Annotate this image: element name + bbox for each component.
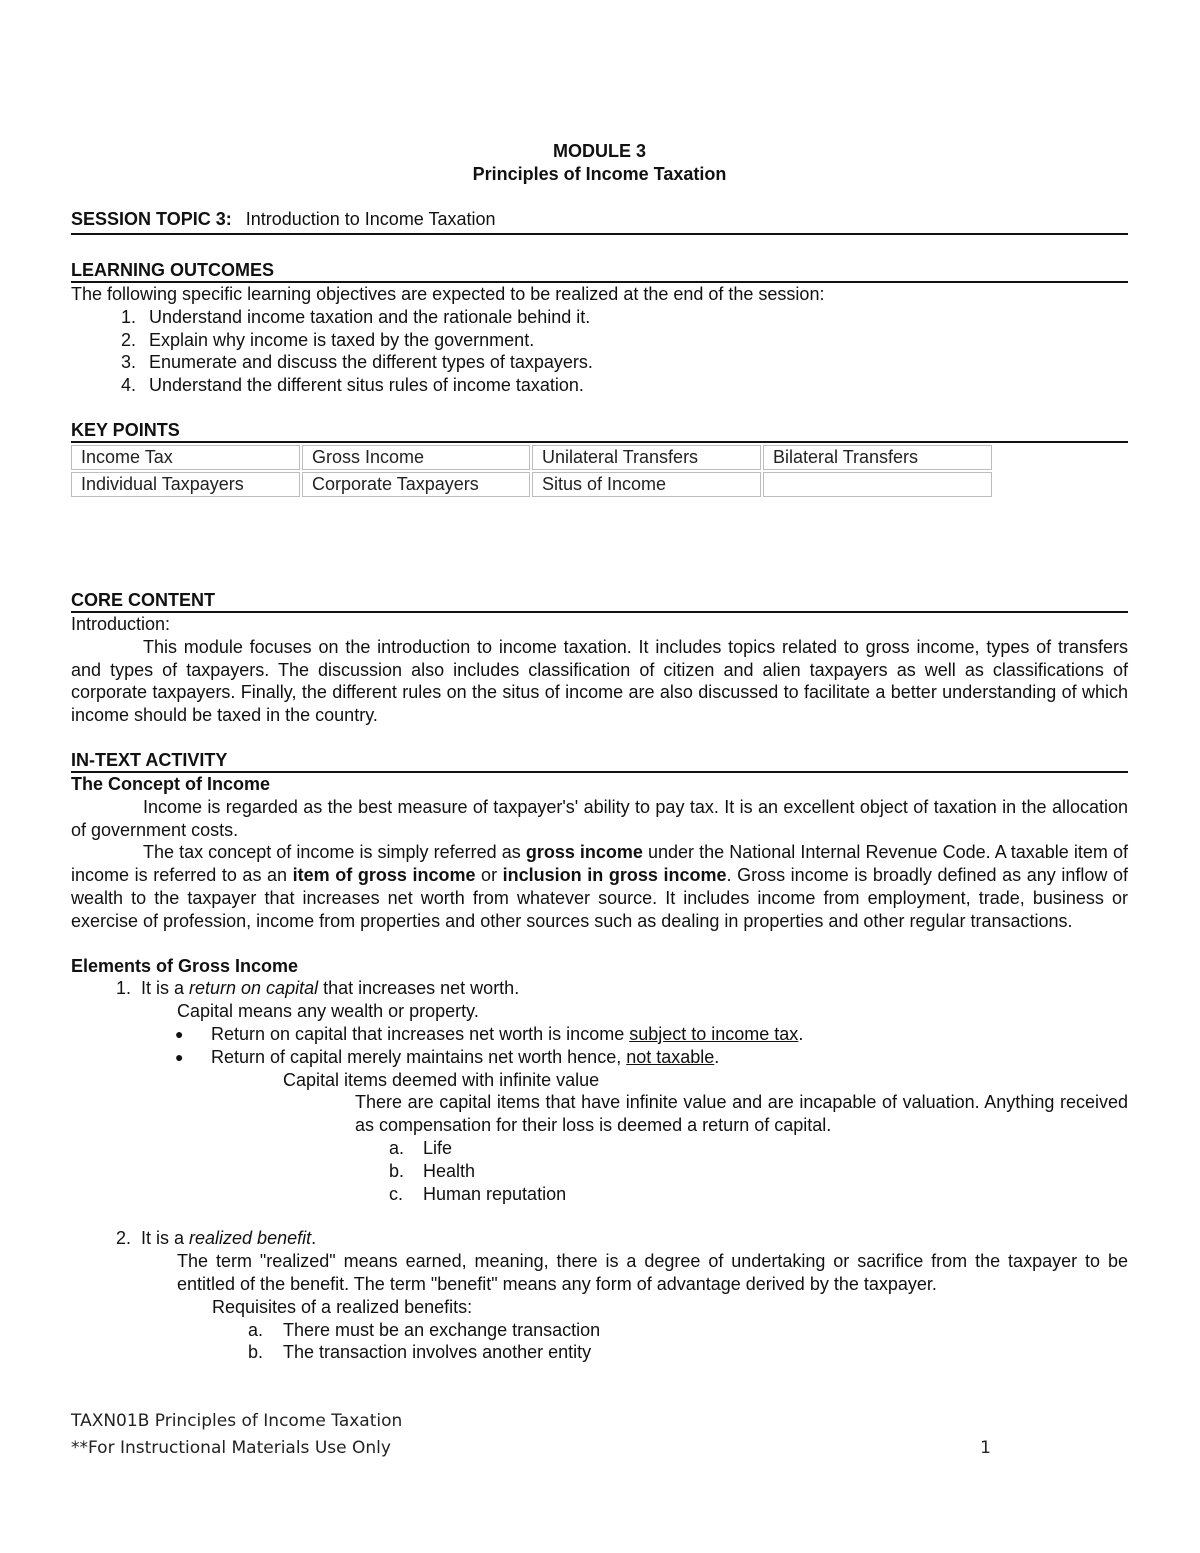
module-number: MODULE 3 xyxy=(552,141,646,161)
footer-course: TAXN01B Principles of Income Taxation xyxy=(71,1411,403,1431)
list-item: b. The transaction involves another entity xyxy=(248,1342,592,1363)
concept-paragraph-1: Income is regarded as the best measure of taxpayer's' ability to pay tax. It is an excellent object of taxation in the allocation of government costs. xyxy=(71,796,1128,840)
list-item: a. Life xyxy=(389,1137,453,1158)
list-item: 3. Enumerate and discuss the different types of taxpayers. xyxy=(141,351,1128,374)
bullet-item: ● Return of capital merely maintains net worth hence, not taxable. xyxy=(175,1046,720,1067)
bullet-item: ● Return on capital that increases net worth is income subject to income tax. xyxy=(175,1023,804,1044)
learning-outcomes-list xyxy=(71,306,1128,397)
list-item: 1. Understand income taxation and the rationale behind it. xyxy=(141,306,1128,329)
learning-outcomes-heading: LEARNING OUTCOMES xyxy=(71,259,1128,283)
list-item: 4. Understand the different situs rules of income taxation. xyxy=(141,374,1128,397)
learning-outcomes-intro: The following specific learning objectives are expected to be realized at the end of the session: xyxy=(71,284,825,304)
realized-benefit-text: The term "realized" means earned, meaning, there is a degree of undertaking or sacrifice from the taxpayer to be entitled of the benefit. The term "benefit" means any form of advantage derived by the taxpayer. xyxy=(177,1251,1128,1294)
table-cell: Gross Income xyxy=(302,445,530,470)
in-text-activity-heading: IN-TEXT ACTIVITY xyxy=(71,749,1128,773)
table-cell xyxy=(763,472,992,497)
list-item: a. There must be an exchange transaction xyxy=(248,1319,601,1340)
list-item: c. Human reputation xyxy=(389,1183,567,1204)
concept-of-income-title: The Concept of Income xyxy=(71,773,271,794)
capital-means: Capital means any wealth or property. xyxy=(177,1001,479,1022)
page-footer xyxy=(71,1408,991,1462)
element-1: 1. It is a return on capital that increases net worth. xyxy=(115,978,520,999)
key-points-heading: KEY POINTS xyxy=(71,419,1128,443)
table-cell: Situs of Income xyxy=(532,472,761,497)
concept-paragraph-2: The tax concept of income is simply referred as gross income under the National Internal Revenue Code. A taxable item of income is referred to as an item of gross income or inclusion in gross income. Gross income is broadly defined as any inflow of wealth to the taxpayer that increases net worth from whatever source. It includes income from employment, trade, business or exercise of profession, income from properties and other sources such as dealing in properties and other regular transactions. xyxy=(71,842,1128,931)
session-topic xyxy=(71,208,1128,235)
table-row xyxy=(71,472,992,497)
elements-title: Elements of Gross Income xyxy=(71,955,299,976)
session-topic-label: SESSION TOPIC 3: xyxy=(71,209,232,229)
list-item: 2. Explain why income is taxed by the government. xyxy=(141,329,1128,352)
footer-note: **For Instructional Materials Use Only xyxy=(71,1438,391,1458)
document-page xyxy=(71,140,1128,1364)
list-item: b. Health xyxy=(389,1160,476,1181)
module-title: Principles of Income Taxation xyxy=(472,164,727,184)
bullet-icon: ● xyxy=(175,1025,184,1042)
infinite-value-text: There are capital items that have infinite value and are incapable of valuation. Anything received as compensation for their loss is deemed a return of capital. xyxy=(355,1092,1128,1136)
infinite-value-title: Capital items deemed with infinite value xyxy=(283,1069,600,1090)
requisites-title: Requisites of a realized benefits: xyxy=(212,1296,473,1317)
key-points-table xyxy=(69,443,994,499)
session-topic-value: Introduction to Income Taxation xyxy=(245,209,496,229)
page-number: 1 xyxy=(980,1438,991,1458)
bullet-icon: ● xyxy=(175,1048,184,1065)
table-cell: Unilateral Transfers xyxy=(532,445,761,470)
table-cell: Corporate Taxpayers xyxy=(302,472,530,497)
introduction-label: Introduction: xyxy=(71,613,171,634)
element-2: 2. It is a realized benefit. xyxy=(115,1228,317,1249)
core-content-heading: CORE CONTENT xyxy=(71,589,1128,613)
table-cell: Bilateral Transfers xyxy=(763,445,992,470)
introduction-paragraph: This module focuses on the introduction to income taxation. It includes topics related to gross income, types of transfers and types of taxpayers. The discussion also includes classification of citizen and alien taxpayers as well as classifications of corporate taxpayers. Finally, the different rules on the situs of income are also discussed to facilitate a better understanding of which income should be taxed in the country. xyxy=(71,636,1128,726)
table-cell: Income Tax xyxy=(71,445,300,470)
table-row xyxy=(71,445,992,470)
table-cell: Individual Taxpayers xyxy=(71,472,300,497)
